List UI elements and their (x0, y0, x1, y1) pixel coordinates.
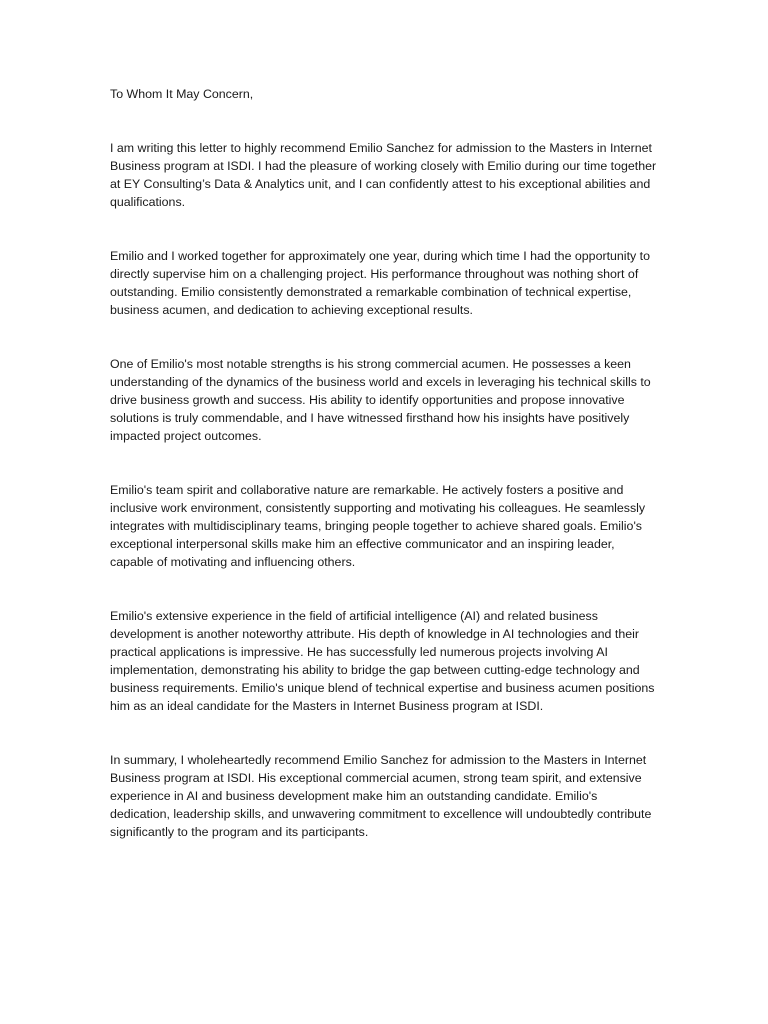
recommendation-letter (110, 85, 658, 877)
paragraph-commercial-acumen: One of Emilio's most notable strengths is his strong commercial acumen. He possesses a keen understanding of the dynamics of the business world and excels in leveraging his technical skills to drive business growth and success. His ability to identify opportunities and propose innovative solutions is truly commendable, and I have witnessed firsthand how his insights have positively impacted project outcomes. (110, 357, 651, 443)
letter-salutation: To Whom It May Concern, (110, 87, 254, 101)
paragraph-work-experience: Emilio and I worked together for approximately one year, during which time I had the opportunity to directly supervise him on a challenging project. His performance throughout was nothing short of outstanding. Emilio consistently demonstrated a remarkable combination of technical expertise, business acumen, and dedication to achieving exceptional results. (110, 249, 650, 317)
paragraph-introduction: I am writing this letter to highly recommend Emilio Sanchez for admission to the Masters in Internet Business program at ISDI. I had the pleasure of working closely with Emilio during our time together at EY Consulting’s Data & Analytics unit, and I can confidently attest to his exceptional abilities and qualifications. (110, 141, 657, 209)
paragraph-team-spirit: Emilio's team spirit and collaborative nature are remarkable. He actively fosters a positive and inclusive work environment, consistently supporting and motivating his colleagues. He seamlessly integrates with multidisciplinary teams, bringing people together to achieve shared goals. Emilio's exceptional interpersonal skills make him an effective communicator and an inspiring leader, capable of motivating and influencing others. (110, 483, 646, 569)
paragraph-ai-experience: Emilio's extensive experience in the field of artificial intelligence (AI) and related business development is another noteworthy attribute. His depth of knowledge in AI technologies and their practical applications is impressive. He has successfully led numerous projects involving AI implementation, demonstrating his ability to bridge the gap between cutting-edge technology and business requirements. Emilio's unique blend of technical expertise and business acumen positions him as an ideal candidate for the Masters in Internet Business program at ISDI. (110, 609, 655, 713)
paragraph-summary: In summary, I wholeheartedly recommend Emilio Sanchez for admission to the Masters in Internet Business program at ISDI. His exceptional commercial acumen, strong team spirit, and extensive experience in AI and business development make him an outstanding candidate. Emilio's dedication, leadership skills, and unwavering commitment to excellence will undoubtedly contribute significantly to the program and its participants. (110, 753, 652, 839)
